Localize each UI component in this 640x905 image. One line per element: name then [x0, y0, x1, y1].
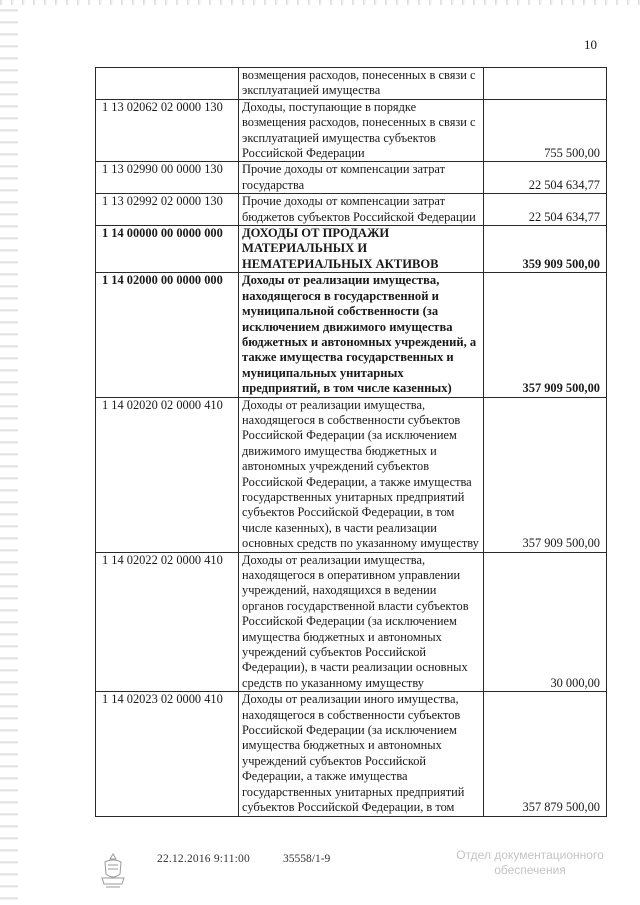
- table-row: [96, 226, 607, 273]
- table-row: [96, 552, 607, 692]
- amount-cell: 755 500,00: [484, 99, 607, 162]
- scan-edge-top: [0, 0, 640, 5]
- table-row: [96, 397, 607, 552]
- revenue-table: [95, 67, 607, 817]
- amount-cell: 357 909 500,00: [484, 397, 607, 552]
- amount-cell: 22 504 634,77: [484, 162, 607, 194]
- page-number: 10: [584, 37, 597, 52]
- budget-code-cell: 1 14 00000 00 0000 000: [96, 226, 239, 273]
- revenue-name-cell: Прочие доходы от компенсации затрат бюджетов субъектов Российской Федерации: [239, 194, 484, 226]
- emblem-stamp-icon: [97, 850, 129, 892]
- budget-code-cell: 1 13 02062 02 0000 130: [96, 99, 239, 162]
- amount-cell: 359 909 500,00: [484, 226, 607, 273]
- revenue-name-cell: возмещения расходов, понесенных в связи с эксплуатацией имущества: [239, 68, 484, 100]
- budget-code-cell: 1 14 02000 00 0000 000: [96, 273, 239, 397]
- footer-datetime: 22.12.2016 9:11:00: [157, 853, 250, 865]
- budget-code-cell: 1 14 02020 02 0000 410: [96, 397, 239, 552]
- footer-department-note: Отдел документационного обеспечения: [456, 848, 604, 877]
- revenue-name-cell: ДОХОДЫ ОТ ПРОДАЖИ МАТЕРИАЛЬНЫХ И НЕМАТЕРИАЛЬНЫХ АКТИВОВ: [239, 226, 484, 273]
- budget-code-cell: 1 14 02022 02 0000 410: [96, 552, 239, 692]
- revenue-name-cell: Доходы от реализации имущества, находящегося в государственной и муниципальной собственности (за исключением движимого имущества бюджетных и автономных учреждений, а также имущества государственных и муниципальных унитарных предприятий, в том числе казенных): [239, 273, 484, 397]
- revenue-name-cell: Прочие доходы от компенсации затрат государства: [239, 162, 484, 194]
- amount-cell: [484, 68, 607, 100]
- revenue-name-cell: Доходы, поступающие в порядке возмещения расходов, понесенных в связи с эксплуатацией имущества субъектов Российской Федерации: [239, 99, 484, 162]
- amount-cell: 22 504 634,77: [484, 194, 607, 226]
- amount-cell: 357 879 500,00: [484, 692, 607, 816]
- budget-code-cell: 1 13 02990 00 0000 130: [96, 162, 239, 194]
- revenue-name-cell: Доходы от реализации иного имущества, находящегося в собственности субъектов Российской Федерации (за исключением имущества бюджетных и автономных учреждений субъектов Российской Федерации, а также имущества государственных унитарных предприятий субъектов Российской Федерации, в том: [239, 692, 484, 816]
- revenue-name-cell: Доходы от реализации имущества, находящегося в собственности субъектов Российской Федерации (за исключением движимого имущества бюджетных и автономных учреждений субъектов Российской Федерации, а также имущества государственных унитарных предприятий субъектов Российской Федерации, в том числе казенных), в части реализации основных средств по указанному имуществу: [239, 397, 484, 552]
- table-row: [96, 162, 607, 194]
- budget-code-cell: 1 13 02992 02 0000 130: [96, 194, 239, 226]
- table-row: [96, 273, 607, 397]
- budget-code-cell: [96, 68, 239, 100]
- table-row: [96, 692, 607, 816]
- footer-document-number: 35558/1-9: [283, 853, 331, 865]
- revenue-name-cell: Доходы от реализации имущества, находящегося в оперативном управлении учреждений, находящихся в ведении органов государственной власти субъектов Российской Федерации (за исключением имущества бюджетных и автономных учреждений субъектов Российской Федерации), в части реализации основных средств по указанному имуществу: [239, 552, 484, 692]
- scan-edge-left: [0, 0, 18, 905]
- table-row: [96, 194, 607, 226]
- amount-cell: 30 000,00: [484, 552, 607, 692]
- table-row: [96, 99, 607, 162]
- table-row: [96, 68, 607, 100]
- budget-code-cell: 1 14 02023 02 0000 410: [96, 692, 239, 816]
- amount-cell: 357 909 500,00: [484, 273, 607, 397]
